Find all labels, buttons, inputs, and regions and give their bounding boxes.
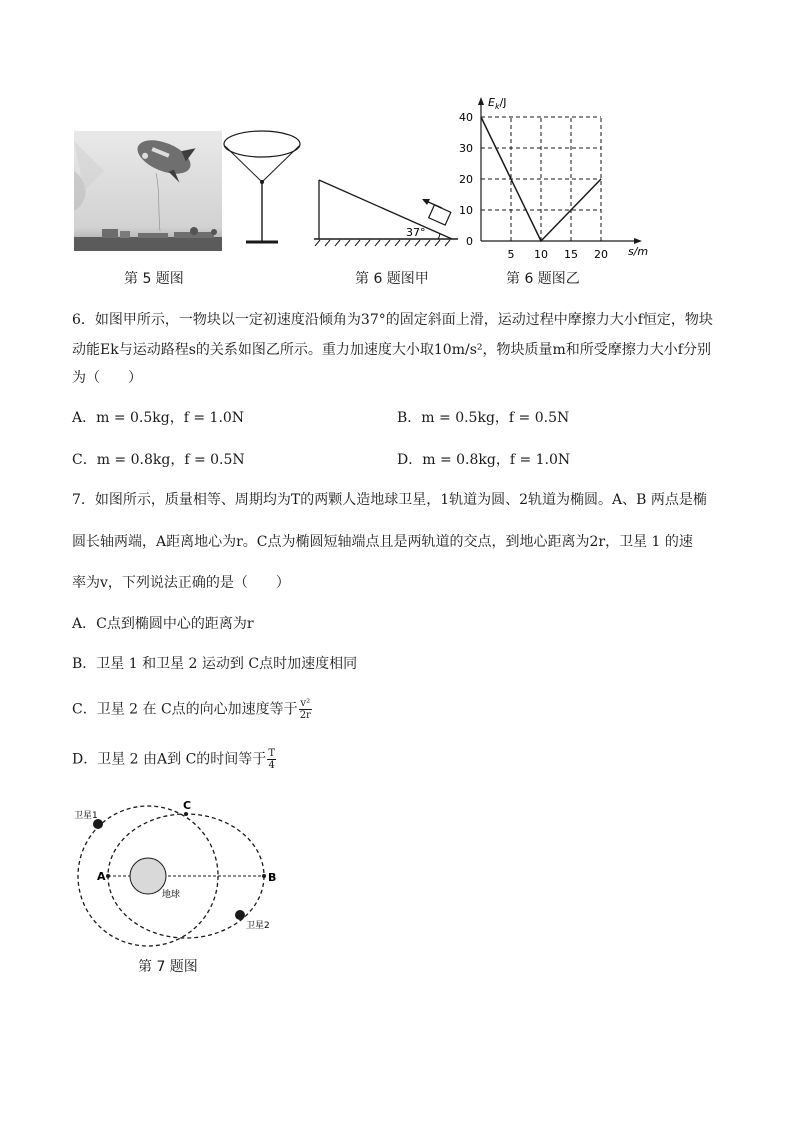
q6-line1: 6．如图甲所示，一物块以一定初速度沿倾角为37°的固定斜面上滑，运动过程中摩擦力大小f恒定，物块 xyxy=(72,312,713,328)
q7-line1: 7．如图所示，质量相等、周期均为T的两颗人造地球卫星，1轨道为圆、2轨道为椭圆。A、B 两点是椭 xyxy=(72,492,707,508)
satellite-1-label: 卫星1 xyxy=(74,811,98,821)
fig7-caption: 第 7 题图 xyxy=(138,959,198,975)
x-tick-label: 10 xyxy=(534,248,548,261)
q7-option-b[interactable]: B．卫星 1 和卫星 2 运动到 C点时加速度相同 xyxy=(72,656,358,672)
y-tick-label: 30 xyxy=(459,142,473,155)
x-axis-label: s/m xyxy=(628,245,649,258)
parachute-model xyxy=(222,128,304,248)
q7-option-d[interactable]: D．卫星 2 由A到 C的时间等于 $\frac{T}{4}$ xyxy=(72,748,275,771)
chart-grid xyxy=(481,117,601,241)
y-tick-label: 40 xyxy=(459,111,473,124)
y-axis-label: $E_k/J$ xyxy=(488,96,507,111)
x-tick-label: 5 xyxy=(507,248,515,261)
incline-diagram xyxy=(312,176,460,248)
ek-s-chart xyxy=(448,92,654,264)
y-tick-label: 20 xyxy=(459,173,473,186)
q6-option-a[interactable]: A．m = 0.5kg，f = 1.0N xyxy=(72,410,245,426)
satellite-2-label: 卫星2 xyxy=(246,921,270,931)
q6-option-d[interactable]: D．m = 0.8kg，f = 1.0N xyxy=(397,452,571,468)
orbit-diagram xyxy=(70,798,290,948)
point-c xyxy=(184,812,188,816)
x-tick-label: 20 xyxy=(594,248,608,261)
angle-label: 37° xyxy=(406,226,426,239)
earth-label: 地球 xyxy=(162,890,181,900)
q6-option-b[interactable]: B．m = 0.5kg，f = 0.5N xyxy=(397,410,570,426)
q6-option-c[interactable]: C．m = 0.8kg，f = 0.5N xyxy=(72,452,245,468)
fig6a-caption: 第 6 题图甲 xyxy=(355,271,429,287)
kite-photo xyxy=(74,131,222,251)
point-b xyxy=(262,874,266,878)
fig5-caption: 第 5 题图 xyxy=(124,271,184,287)
q7-line2: 圆长轴两端，A距离地心为r。C点为椭圆短轴端点且是两轨道的交点，到地心距离为2r，卫星 1 的速 xyxy=(72,534,693,550)
earth xyxy=(130,858,166,894)
x-tick-label: 15 xyxy=(564,248,578,261)
y-tick-label: 0 xyxy=(466,235,473,248)
point-c-label: C xyxy=(183,799,192,812)
point-b-label: B xyxy=(268,871,277,884)
q6-line2: 动能Ek与运动路程s的关系如图乙所示。重力加速度大小取10m/s²，物块质量m和所受摩擦力大小f分别 xyxy=(72,342,711,358)
q6-line3: 为（ ） xyxy=(72,370,142,386)
q7-line3: 率为v，下列说法正确的是（ ） xyxy=(72,575,290,591)
point-a xyxy=(106,874,110,878)
q7-option-a[interactable]: A．C点到椭圆中心的距离为r xyxy=(72,616,254,632)
fig6b-caption: 第 6 题图乙 xyxy=(506,271,580,287)
satellite-2 xyxy=(235,910,245,920)
y-tick-label: 10 xyxy=(459,204,473,217)
point-a-label: A xyxy=(97,870,106,883)
q7-option-c[interactable]: C．卫星 2 在 C点的向心加速度等于 $\frac{\text{v²}}{2r}$ xyxy=(72,698,311,721)
